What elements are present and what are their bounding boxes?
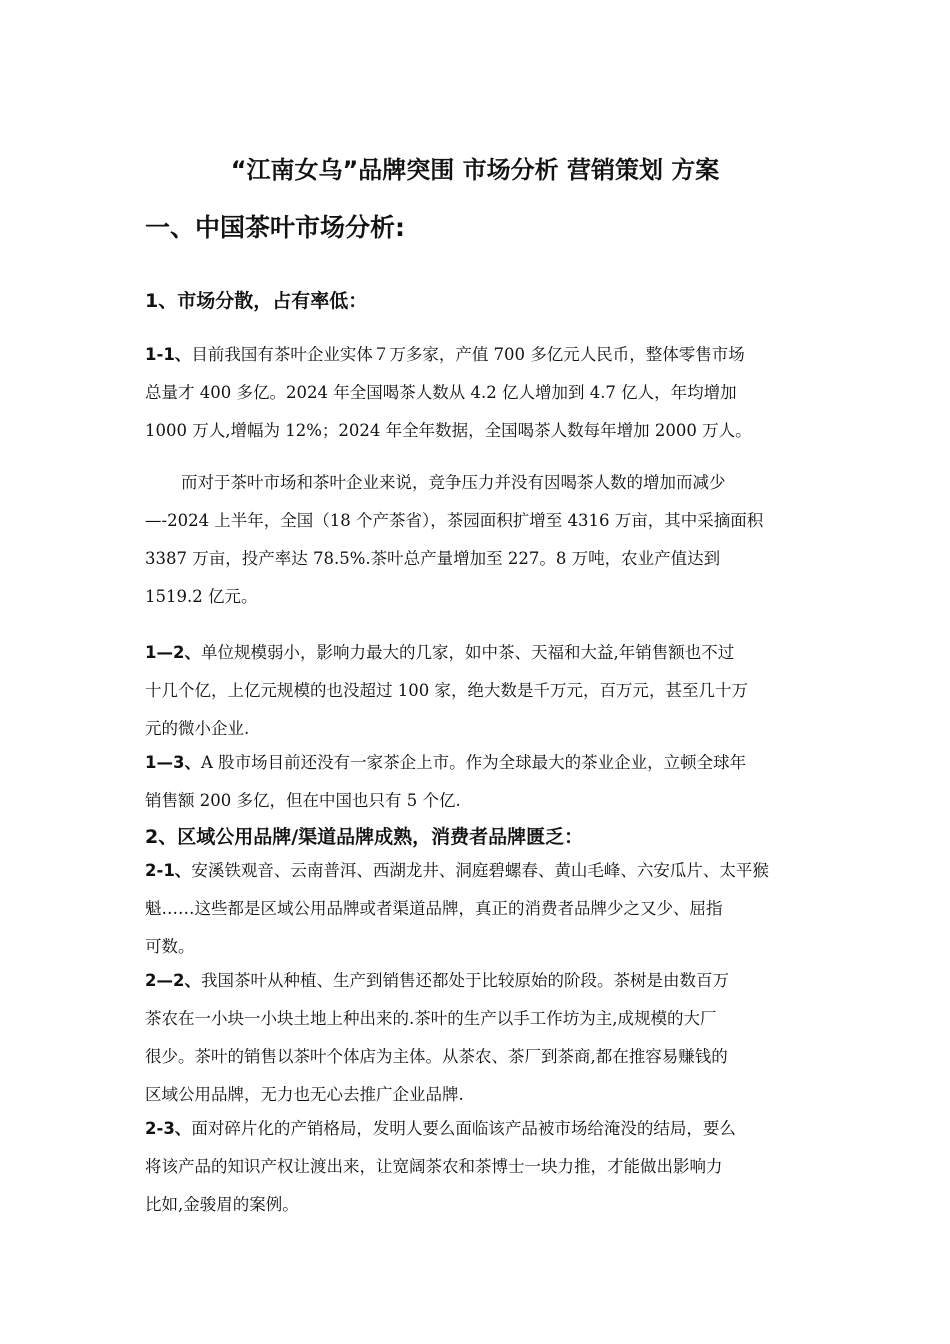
subsection-heading: 1、市场分散，占有率低： [145,290,368,312]
paragraph [145,1110,815,1224]
paragraph [145,464,815,616]
paragraph-label: 2—2、 [145,971,201,990]
paragraph-line: 1519.2 亿元。 [145,587,258,606]
subsection-heading: 2、区域公用品牌/渠道品牌成熟，消费者品牌匮乏： [145,826,584,848]
paragraph-label: 1—2、 [145,643,201,662]
paragraph-line: 1—3、A 股市场目前还没有一家茶企上市。作为全球最大的茶业企业，立顿全球年 [145,753,747,772]
paragraph-line: —-2024 上半年，全国（18 个产茶省），茶园面积扩增至 4316 万亩，其中采摘面积 [145,511,764,530]
paragraph-line: 而对于茶叶市场和茶叶企业来说，竞争压力并没有因喝茶人数的增加而减少 [181,473,726,492]
paragraph-line: 3387 万亩，投产率达 78.5%.茶叶总产量增加至 227。8 万吨，农业产值达到 [145,549,721,568]
section-heading: 一、中国茶叶市场分析: [145,213,405,242]
paragraph-line: 总量才 400 多亿。2024 年全国喝茶人数从 4.2 亿人增加到 4.7 亿人，年均增加 [145,383,737,402]
paragraph-line: 1—2、单位规模弱小，影响力最大的几家，如中茶、天福和大益,年销售额也不过 [145,643,735,662]
paragraph-line: 将该产品的知识产权让渡出来，让宽阔茶农和茶博士一块力推，才能做出影响力 [145,1157,723,1176]
paragraph [145,336,815,450]
paragraph-label: 2-1、 [145,861,192,880]
paragraph-line: 1000 万人,增幅为 12%；2024 年全年数据，全国喝茶人数每年增加 2000 万人。 [145,421,752,440]
paragraph [145,852,815,966]
paragraph-line: 元的微小企业. [145,719,250,738]
paragraph-line: 2-3、面对碎片化的产销格局，发明人要么面临该产品被市场给淹没的结局，要么 [145,1119,736,1138]
document-title: “江南女乌”品牌突围 市场分析 营销策划 方案 [230,156,720,184]
paragraph-line: 魁……这些都是区域公用品牌或者渠道品牌，真正的消费者品牌少之又少、屈指 [145,899,723,918]
paragraph [145,962,815,1114]
paragraph-line: 比如,金骏眉的案例。 [145,1195,299,1214]
paragraph-line: 可数。 [145,937,195,956]
paragraph-line: 1-1、目前我国有茶叶企业实体７万多家，产值 700 多亿元人民币，整体零售市场 [145,345,745,364]
paragraph-label: 1—3、 [145,753,201,772]
paragraph-line: 茶农在一小块一小块土地上种出来的.茶叶的生产以手工作坊为主,成规模的大厂 [145,1009,717,1028]
paragraph-line: 区域公用品牌，无力也无心去推广企业品牌. [145,1085,464,1104]
paragraph [145,744,815,820]
paragraph-label: 1-1、 [145,345,192,364]
paragraph-line: 很少。茶叶的销售以茶叶个体店为主体。从茶农、茶厂到茶商,都在推容易赚钱的 [145,1047,728,1066]
paragraph-label: 2-3、 [145,1119,192,1138]
paragraph-line: 2—2、我国茶叶从种植、生产到销售还都处于比较原始的阶段。茶树是由数百万 [145,971,729,990]
paragraph-line: 十几个亿，上亿元规模的也没超过 100 家，绝大数是千万元，百万元，甚至几十万 [145,681,748,700]
paragraph-line: 销售额 200 多亿，但在中国也只有 5 个亿. [145,791,461,810]
paragraph [145,634,815,748]
paragraph-line: 2-1、安溪铁观音、云南普洱、西湖龙井、洞庭碧螺春、黄山毛峰、六安瓜片、太平猴 [145,861,769,880]
